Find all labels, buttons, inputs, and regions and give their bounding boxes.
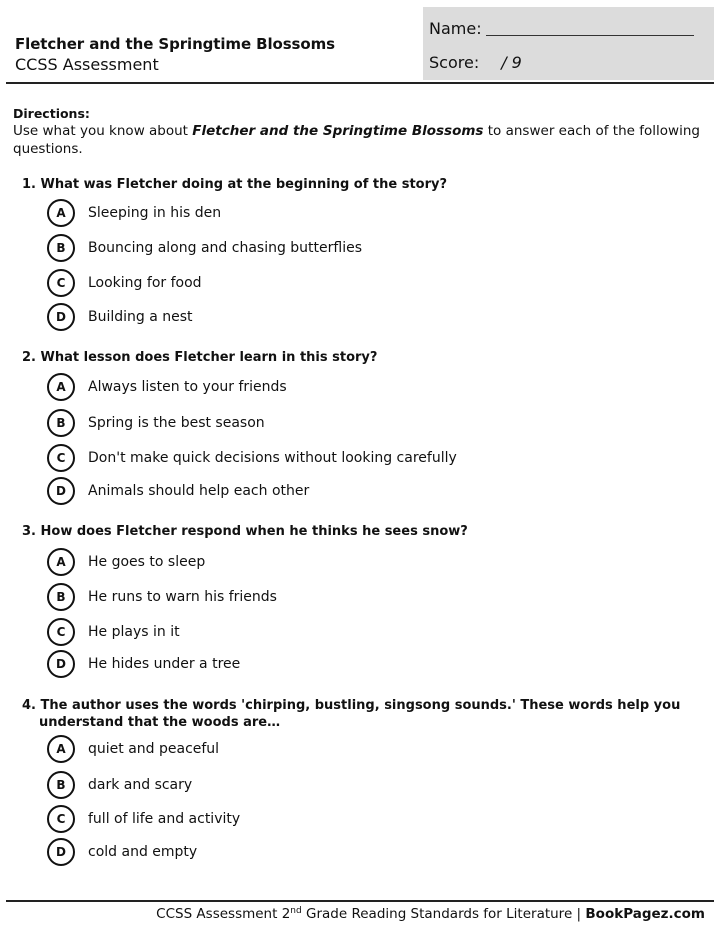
footer-text-post: Grade Reading Standards for Literature | xyxy=(301,906,586,922)
question-1-choice-c[interactable] xyxy=(47,269,202,297)
footer-brand: BookPagez.com xyxy=(585,906,705,922)
answer-bubble[interactable]: B xyxy=(47,771,75,799)
question-4-choice-c[interactable] xyxy=(47,805,240,833)
answer-bubble[interactable]: A xyxy=(47,373,75,401)
directions-book-title: Fletcher and the Springtime Blossoms xyxy=(192,123,484,139)
worksheet-title: Fletcher and the Springtime Blossoms xyxy=(15,35,335,53)
score-row xyxy=(429,53,522,72)
question-3-choice-a[interactable] xyxy=(47,548,205,576)
choice-text: Sleeping in his den xyxy=(88,205,222,221)
score-value: / 9 xyxy=(501,53,522,72)
question-2-choice-c[interactable] xyxy=(47,444,457,472)
directions-text xyxy=(13,122,708,158)
answer-bubble[interactable]: A xyxy=(47,199,75,227)
choice-text: Looking for food xyxy=(88,275,202,291)
choice-text: Animals should help each other xyxy=(88,483,310,499)
footer-superscript: nd xyxy=(290,906,302,916)
choice-text: He plays in it xyxy=(88,624,180,640)
footer-divider xyxy=(6,900,714,902)
directions-heading: Directions: xyxy=(13,106,90,121)
choice-text: Bouncing along and chasing butterflies xyxy=(88,240,363,256)
name-label: Name: xyxy=(429,19,482,38)
question-3-choice-b[interactable] xyxy=(47,583,277,611)
answer-bubble[interactable]: D xyxy=(47,303,75,331)
choice-text: cold and empty xyxy=(88,844,198,860)
header-divider xyxy=(6,82,714,84)
question-4-choice-d[interactable] xyxy=(47,838,197,866)
answer-bubble[interactable]: C xyxy=(47,444,75,472)
choice-text: Building a nest xyxy=(88,309,193,325)
name-row xyxy=(429,19,694,38)
question-2-prompt: 2. What lesson does Fletcher learn in this story? xyxy=(22,350,378,365)
answer-bubble[interactable]: B xyxy=(47,409,75,437)
name-blank-line[interactable] xyxy=(486,35,694,36)
question-1-choice-d[interactable] xyxy=(47,303,193,331)
directions-text-before: Use what you know about xyxy=(13,123,193,139)
question-1-choice-b[interactable] xyxy=(47,234,362,262)
footer-text-pre: CCSS Assessment 2 xyxy=(156,906,291,922)
question-4-prompt-line-1: 4. The author uses the words 'chirping, bustling, singsong sounds.' These words help you xyxy=(22,698,681,713)
choice-text: He goes to sleep xyxy=(88,554,206,570)
choice-text: Spring is the best season xyxy=(88,415,265,431)
answer-bubble[interactable]: D xyxy=(47,650,75,678)
question-4-choice-a[interactable] xyxy=(47,735,219,763)
choice-text: He runs to warn his friends xyxy=(88,589,277,605)
answer-bubble[interactable]: A xyxy=(47,548,75,576)
question-3-choice-d[interactable] xyxy=(47,650,240,678)
choice-text: dark and scary xyxy=(88,777,193,793)
answer-bubble[interactable]: D xyxy=(47,477,75,505)
name-score-box xyxy=(423,7,714,80)
question-4-choice-b[interactable] xyxy=(47,771,192,799)
directions-text-after: to answer each of the following questions. xyxy=(13,123,700,157)
question-2-choice-a[interactable] xyxy=(47,373,287,401)
choice-text: He hides under a tree xyxy=(88,656,241,672)
answer-bubble[interactable]: D xyxy=(47,838,75,866)
question-1-prompt: 1. What was Fletcher doing at the beginning of the story? xyxy=(22,177,448,192)
question-3-choice-c[interactable] xyxy=(47,618,180,646)
question-4-prompt xyxy=(22,697,682,731)
answer-bubble[interactable]: B xyxy=(47,583,75,611)
choice-text: Always listen to your friends xyxy=(88,379,287,395)
score-label: Score: xyxy=(429,53,480,72)
question-2-choice-b[interactable] xyxy=(47,409,265,437)
answer-bubble[interactable]: B xyxy=(47,234,75,262)
question-4-prompt-line-2: understand that the woods are… xyxy=(39,715,281,730)
answer-bubble[interactable]: C xyxy=(47,618,75,646)
answer-bubble[interactable]: C xyxy=(47,269,75,297)
choice-text: quiet and peaceful xyxy=(88,741,220,757)
choice-text: full of life and activity xyxy=(88,811,241,827)
question-3-prompt: 3. How does Fletcher respond when he thinks he sees snow? xyxy=(22,524,468,539)
question-2-choice-d[interactable] xyxy=(47,477,309,505)
answer-bubble[interactable]: C xyxy=(47,805,75,833)
choice-text: Don't make quick decisions without looking carefully xyxy=(88,450,457,466)
page-footer xyxy=(156,906,705,922)
worksheet-subtitle: CCSS Assessment xyxy=(15,55,159,74)
question-1-choice-a[interactable] xyxy=(47,199,221,227)
answer-bubble[interactable]: A xyxy=(47,735,75,763)
